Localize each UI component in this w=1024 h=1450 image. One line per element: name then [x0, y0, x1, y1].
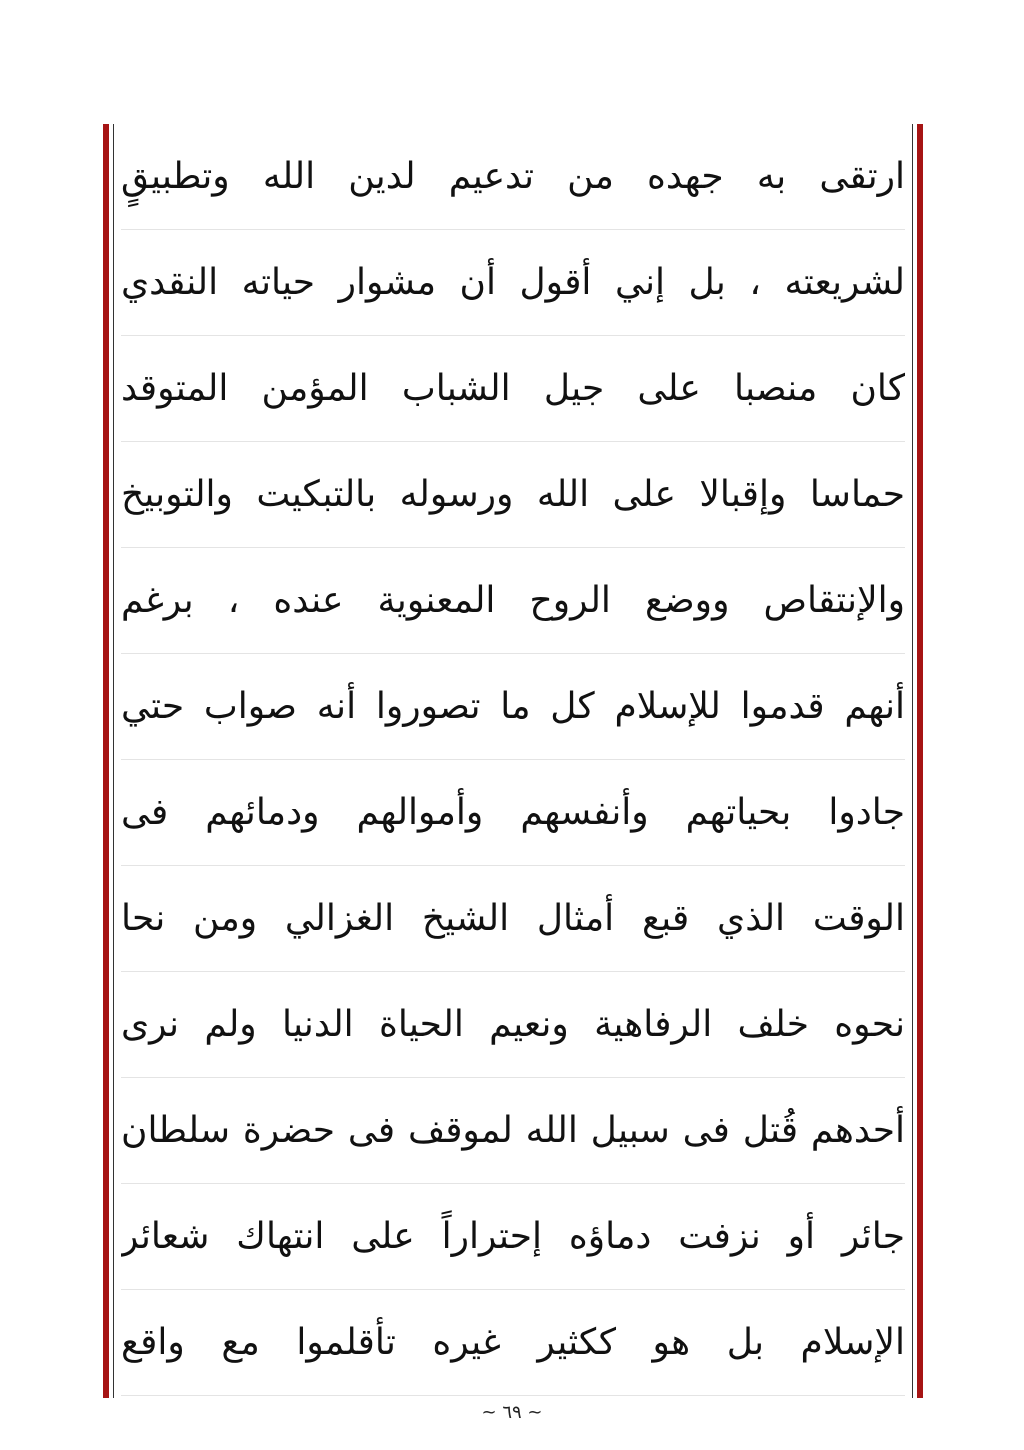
page-frame — [103, 124, 923, 1398]
text-line-content: أنهم قدموا للإسلام كل ما تصوروا أنه صواب حتي — [121, 686, 905, 727]
text-line — [121, 1290, 905, 1396]
text-line — [121, 548, 905, 654]
right-red-border — [917, 124, 923, 1398]
text-line — [121, 124, 905, 230]
text-line — [121, 866, 905, 972]
text-line-content: لشريعته ، بل إني أقول أن مشوار حياته النقدي — [121, 262, 905, 303]
left-inner-rule — [113, 124, 114, 1398]
text-line-content: ارتقى به جهده من تدعيم لدين الله وتطبيقٍ — [121, 156, 905, 197]
body-text — [121, 124, 905, 1398]
text-line-content: نحوه خلف الرفاهية ونعيم الحياة الدنيا ولم نرى — [121, 1004, 905, 1045]
text-line — [121, 1184, 905, 1290]
text-line-content: والإنتقاص ووضع الروح المعنوية عنده ، برغم — [121, 580, 905, 621]
text-line — [121, 336, 905, 442]
text-line-content: حماسا وإقبالا على الله ورسوله بالتبكيت والتوبيخ — [121, 474, 905, 515]
right-inner-rule — [912, 124, 913, 1398]
text-line — [121, 442, 905, 548]
text-line-content: الإسلام بل هو ككثير غيره تأقلموا مع واقع — [121, 1322, 905, 1363]
text-line — [121, 972, 905, 1078]
text-line-content: الوقت الذي قبع أمثال الشيخ الغزالي ومن نحا — [121, 898, 905, 939]
left-red-border — [103, 124, 109, 1398]
text-line-content: جائر أو نزفت دماؤه إحتراراً على انتهاك شعائر — [121, 1216, 905, 1257]
text-line-content: كان منصبا على جيل الشباب المؤمن المتوقد — [121, 368, 905, 409]
text-line-content: جادوا بحياتهم وأنفسهم وأموالهم ودمائهم فى — [121, 792, 905, 833]
text-line — [121, 654, 905, 760]
text-line — [121, 1078, 905, 1184]
page-number: ~ ٦٩ ~ — [481, 1402, 543, 1423]
text-line — [121, 230, 905, 336]
text-line-content: أحدهم قُتل فى سبيل الله لموقف فى حضرة سلطان — [121, 1110, 905, 1151]
text-line — [121, 760, 905, 866]
